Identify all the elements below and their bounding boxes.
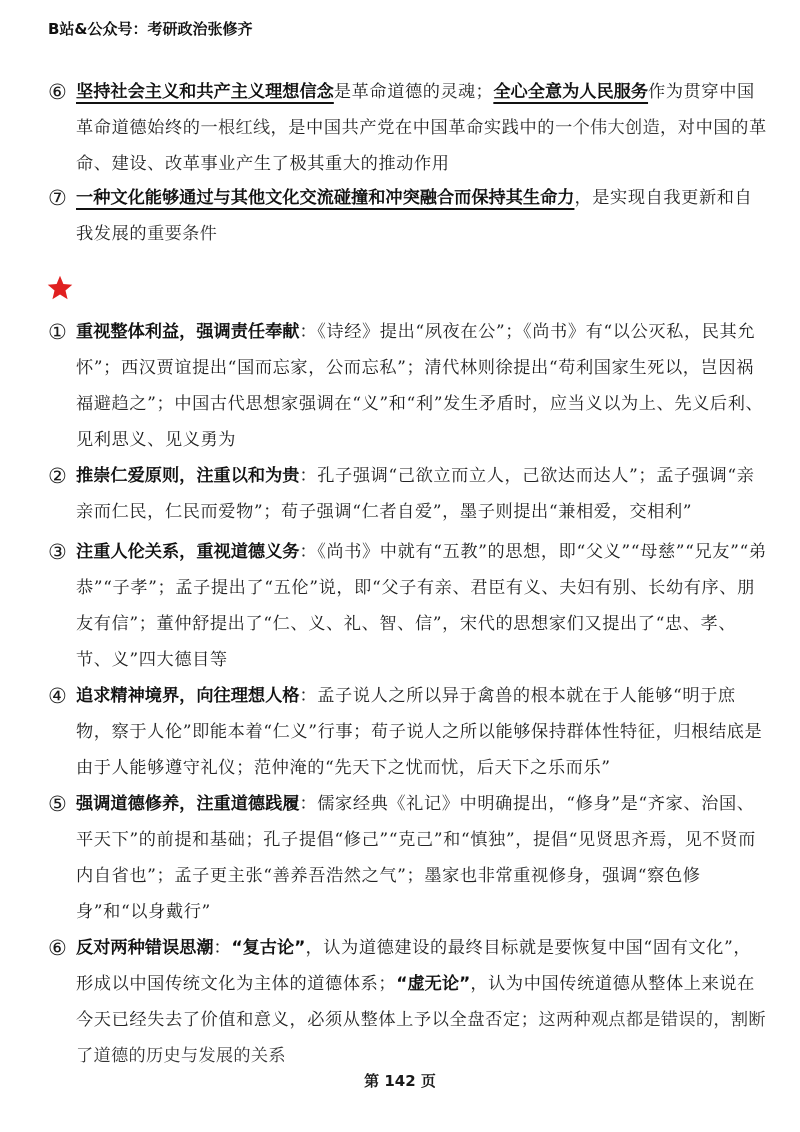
- section-number: ③: [48, 540, 67, 564]
- section-number: ①: [48, 320, 67, 344]
- red-star-icon: [46, 274, 74, 302]
- section-text: [76, 180, 768, 252]
- section-title: 重视整体利益，强调责任奉献: [76, 322, 300, 342]
- section-4: [48, 678, 768, 786]
- top-section-6: [48, 74, 768, 182]
- section-text: [76, 930, 768, 1074]
- text: 是革命道德的: [333, 82, 441, 102]
- section-1: [48, 314, 768, 458]
- section-text: [76, 74, 768, 182]
- section-text: [76, 786, 768, 930]
- section-2: [48, 458, 768, 530]
- section-number: ②: [48, 464, 67, 488]
- keyword: 一种文化能够通过与其他文化交流碰撞和冲突融合而保持其生命力: [76, 188, 575, 208]
- text: 这两种观点都是错误的，割断了道德的历史与发展的关系: [76, 1010, 766, 1066]
- section-body: ：孟子说人之所以异于禽兽的根本就在于人能够“明于庶物，察于人伦”即能本着“仁义”行事；荀子说人之所以能够保持群体性特征，归根结底是由于人能够遵守礼仪；范仲淹的“先天下之忧而忧，后天下之乐而乐”: [76, 686, 763, 778]
- top-section-7: [48, 180, 768, 252]
- keyword: 坚持社会主义和共产主义理想信念: [76, 82, 334, 102]
- text: 灵魂: [440, 82, 476, 102]
- section-number: ④: [48, 684, 67, 708]
- text: 一根红线: [200, 118, 271, 138]
- text: ；: [475, 82, 494, 102]
- page-number: 第 142 页: [364, 1072, 436, 1090]
- section-body: ：《诗经》提出“夙夜在公”；《尚书》有“以公灭私，民其允怀”；西汉贾谊提出“国而忘家，公而忘私”；清代林则徐提出“苟利国家生死以，岂因祸福避趋之”；中国古代思想家强调在“义”和“利”发生矛盾时，应当义以为上、先义后利、见利思义、见义勇为: [76, 322, 764, 450]
- section-5: [48, 786, 768, 930]
- section-title: 反对两种错误思潮: [76, 938, 214, 958]
- keyword: “虚无论”: [396, 974, 471, 994]
- text: ，对中国的革命、建设、改革事业产生了极其重大的推动作用: [76, 118, 767, 174]
- keyword: “复古论”: [231, 938, 306, 958]
- page-header: B站&公众号：考研政治张修齐: [48, 20, 253, 38]
- section-body: ：《尚书》中就有“五教”的思想，即“父义”“母慈”“兄友”“弟恭”“子孝”；孟子提出了“五伦”说，即“父子有亲、君臣有义、夫妇有别、长幼有序、朋友有信”；董仲舒提出了“仁、义、礼、智、信”，宋代的思想家们又提出了“忠、孝、节、义”四大德目等: [76, 542, 767, 670]
- text: 作为贯穿中国革命道德始终的: [76, 82, 755, 138]
- section-text: [76, 314, 768, 458]
- section-text: [76, 458, 768, 530]
- text: ，认为道德建设的最终目标就是要恢复中国“固有文化”，形成以中国传统文化为主体的道德体系；: [76, 938, 752, 994]
- text: 重要条件: [147, 224, 218, 244]
- text: 一个伟大创造: [555, 118, 661, 138]
- keyword: 全心全意为人民服务: [493, 82, 649, 102]
- section-title: 注重人伦关系，重视道德义务: [76, 542, 300, 562]
- text: ，是中国共产党在中国革命实践中的: [270, 118, 556, 138]
- section-title: 强调道德修养，注重道德践履: [76, 794, 300, 814]
- section-3: [48, 534, 768, 678]
- section-body: ：孔子强调“己欲立而立人，己欲达而达人”；孟子强调“亲亲而仁民，仁民而爱物”；荀子强调“仁者自爱”，墨子则提出“兼相爱，交相利”: [76, 466, 755, 522]
- text: ，认为中国传统道德从整体上来说在今天已经失去了价值和意义，必须从整体上予以全盘否定；: [76, 974, 755, 1030]
- section-title: 追求精神境界，向往理想人格: [76, 686, 300, 706]
- section-number: ⑤: [48, 792, 67, 816]
- text: ，是实现自我更新和自我发展的: [76, 188, 753, 244]
- section-body: ：儒家经典《礼记》中明确提出，“修身”是“齐家、治国、平天下”的前提和基础；孔子提倡“修己”“克己”和“慎独”，提倡“见贤思齐焉，见不贤而内自省也”；孟子更主张“善养吾浩然之气”；墨家也非常重视修身，强调“察色修身”和“以身戴行”: [76, 794, 756, 922]
- section-6: [48, 930, 768, 1074]
- section-text: [76, 678, 768, 786]
- section-number: ⑥: [48, 936, 67, 960]
- text: ：: [213, 938, 232, 958]
- section-title: 推崇仁爱原则，注重以和为贵: [76, 466, 300, 486]
- section-number: ⑥: [48, 80, 67, 104]
- section-text: [76, 534, 768, 678]
- section-number: ⑦: [48, 186, 67, 210]
